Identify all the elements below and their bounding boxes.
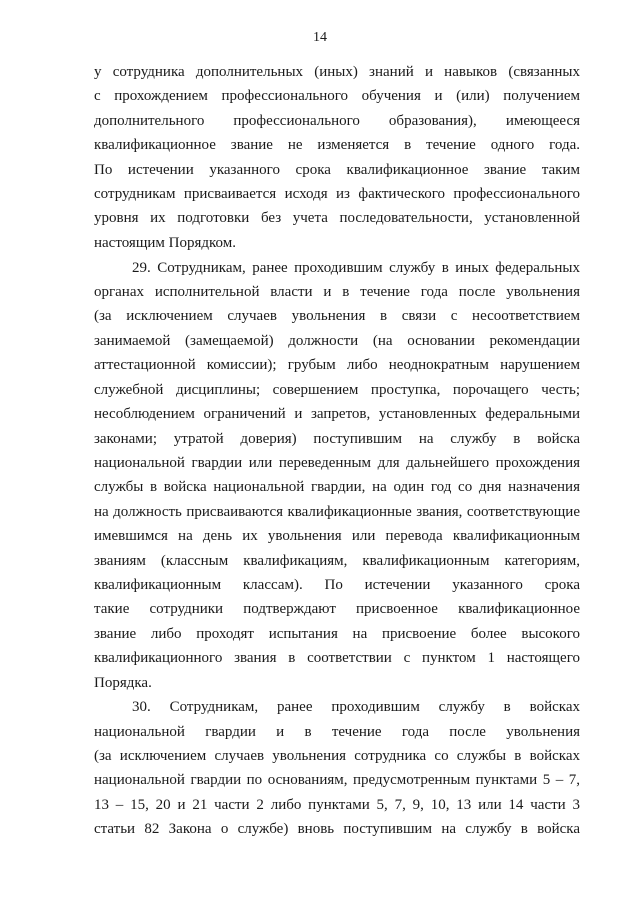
text-line: (за исключением случаев увольнения сотрудника со службы в войсках bbox=[94, 748, 580, 764]
text-line: законами; утратой доверия) поступившим на службу в войска bbox=[94, 431, 580, 447]
text-line: национальной гвардии или переведенным для дальнейшего прохождения bbox=[94, 455, 580, 471]
text-line: настоящим Порядком. bbox=[94, 235, 236, 251]
text-line: квалификационное звание не изменяется в течение одного года. bbox=[94, 137, 580, 153]
text-line: квалификационным классам). По истечении указанного срока bbox=[94, 577, 580, 593]
text-line: уровня их подготовки без учета последовательности, установленной bbox=[94, 210, 580, 226]
text-line: статьи 82 Закона о службе) вновь поступившим на службу в войска bbox=[94, 821, 580, 837]
text-line: у сотрудника дополнительных (иных) знаний и навыков (связанных bbox=[94, 64, 580, 80]
page-number: 14 bbox=[313, 30, 327, 45]
text-line: национальной гвардии и в течение года после увольнения bbox=[94, 724, 580, 740]
text-line: дополнительного профессионального образования), имеющееся bbox=[94, 113, 580, 129]
text-line: с прохождением профессионального обучения и (или) получением bbox=[94, 88, 580, 104]
text-line: 13 – 15, 20 и 21 части 2 либо пунктами 5, 7, 9, 10, 13 или 14 части 3 bbox=[94, 797, 580, 813]
text-line: квалификационного звания в соответствии с пунктом 1 настоящего bbox=[94, 650, 580, 666]
paragraph-30-start: 30. Сотрудникам, ранее проходившим службу в войсках bbox=[132, 699, 580, 715]
text-line: на должность присваиваются квалификационные звания, соответствующие bbox=[94, 504, 580, 520]
text-line: такие сотрудники подтверждают присвоенное квалификационное bbox=[94, 601, 580, 617]
text-line: сотрудникам присваивается исходя из фактического профессионального bbox=[94, 186, 580, 202]
text-line: звание либо проходят испытания на присвоение более высокого bbox=[94, 626, 580, 642]
text-line: Порядка. bbox=[94, 675, 152, 691]
text-line: органах исполнительной власти и в течение года после увольнения bbox=[94, 284, 580, 300]
text-line: имевшимся на день их увольнения или перевода квалификационным bbox=[94, 528, 580, 544]
text-line: служебной дисциплины; совершением проступка, порочащего честь; bbox=[94, 382, 580, 398]
text-line: несоблюдением ограничений и запретов, установленных федеральными bbox=[94, 406, 580, 422]
text-line: аттестационной комиссии); грубым либо неоднократным нарушением bbox=[94, 357, 580, 373]
text-line: (за исключением случаев увольнения в связи с несоответствием bbox=[94, 308, 580, 324]
text-line: занимаемой (замещаемой) должности (на основании рекомендации bbox=[94, 333, 580, 349]
paragraph-29-start: 29. Сотрудникам, ранее проходившим службу в иных федеральных bbox=[132, 260, 580, 276]
text-line: званиям (классным квалификациям, квалификационным категориям, bbox=[94, 553, 580, 569]
text-line: национальной гвардии по основаниям, предусмотренным пунктами 5 – 7, bbox=[94, 772, 580, 788]
text-line: службы в войска национальной гвардии, на один год со дня назначения bbox=[94, 479, 580, 495]
text-line: По истечении указанного срока квалификационное звание таким bbox=[94, 162, 580, 178]
